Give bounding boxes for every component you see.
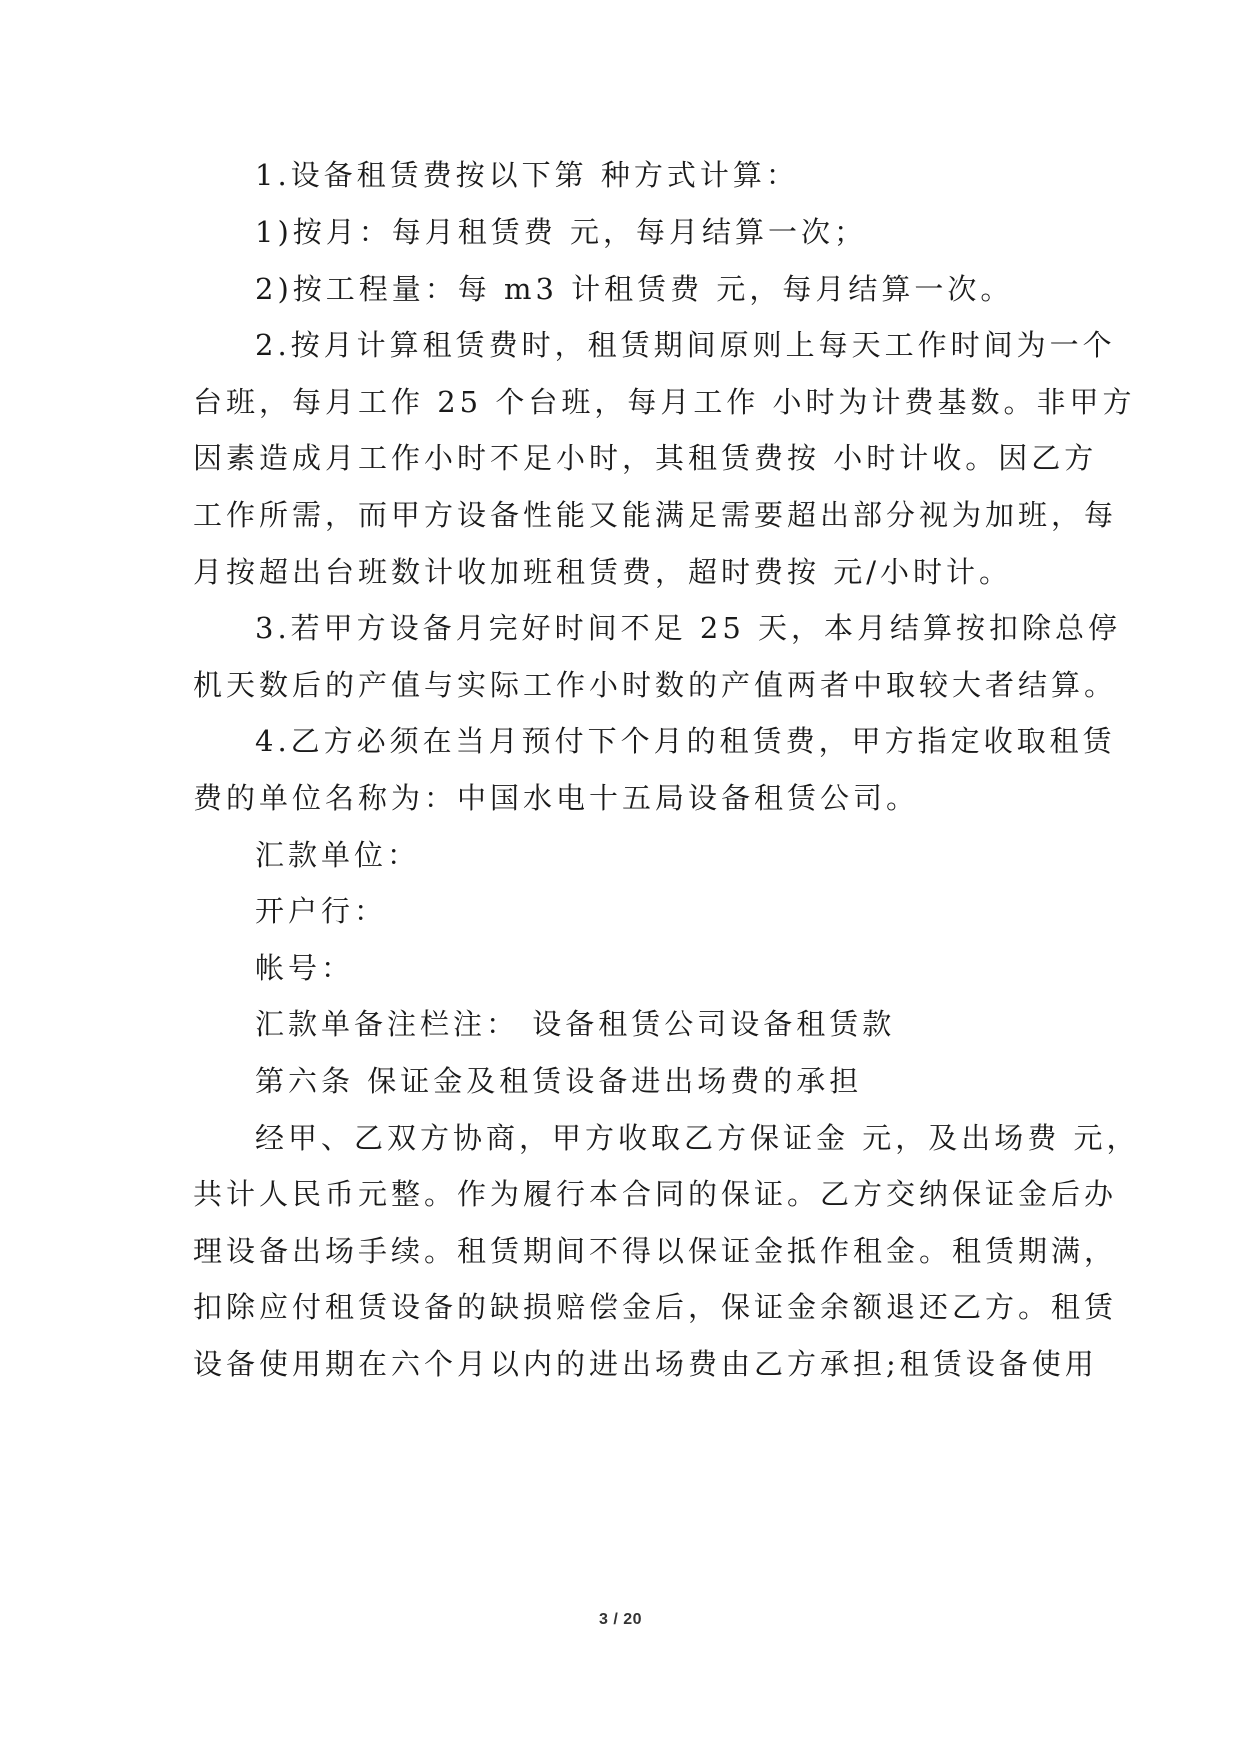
paragraph-line: 月按超出台班数计收加班租赁费，超时费按 元/小时计。 <box>193 555 1012 589</box>
paragraph-line: 开户行： <box>255 894 388 928</box>
paragraph-line: 机天数后的产值与实际工作小时数的产值两者中取较大者结算。 <box>193 668 1118 702</box>
page-number: 3 / 20 <box>598 1611 643 1628</box>
paragraph-line: 汇款单位： <box>255 838 421 872</box>
paragraph-line: 帐号： <box>255 951 355 985</box>
paragraph-line: 工作所需，而甲方设备性能又能满足需要超出部分视为加班，每 <box>193 498 1118 532</box>
section-heading: 第六条 保证金及租赁设备进出场费的承担 <box>255 1064 863 1098</box>
paragraph-line: 汇款单备注栏注： 设备租赁公司设备租赁款 <box>255 1007 896 1041</box>
paragraph-line: 1)按月：每月租赁费 元，每月结算一次； <box>255 215 867 249</box>
paragraph-line: 2)按工程量：每 m3 计租赁费 元，每月结算一次。 <box>255 272 1014 306</box>
paragraph-line: 台班，每月工作 25 个台班，每月工作 小时为计费基数。非甲方 <box>193 385 1136 419</box>
paragraph-line: 费的单位名称为：中国水电十五局设备租赁公司。 <box>193 781 920 815</box>
paragraph-line: 设备使用期在六个月以内的进出场费由乙方承担;租赁设备使用 <box>193 1347 1098 1381</box>
paragraph-line: 1.设备租赁费按以下第 种方式计算： <box>255 158 799 192</box>
paragraph-line: 扣除应付租赁设备的缺损赔偿金后，保证金余额退还乙方。租赁 <box>193 1290 1118 1324</box>
paragraph-line: 经甲、乙双方协商，甲方收取乙方保证金 元，及出场费 元， <box>255 1121 1140 1155</box>
paragraph-line: 4.乙方必须在当月预付下个月的租赁费，甲方指定收取租赁 <box>255 724 1116 758</box>
paragraph-line: 3.若甲方设备月完好时间不足 25 天，本月结算按扣除总停 <box>255 611 1122 645</box>
paragraph-line: 因素造成月工作小时不足小时，其租赁费按 小时计收。因乙方 <box>193 441 1098 475</box>
paragraph-line: 理设备出场手续。租赁期间不得以保证金抵作租金。租赁期满， <box>193 1234 1118 1268</box>
paragraph-line: 2.按月计算租赁费时，租赁期间原则上每天工作时间为一个 <box>255 328 1116 362</box>
paragraph-line: 共计人民币元整。作为履行本合同的保证。乙方交纳保证金后办 <box>193 1177 1118 1211</box>
